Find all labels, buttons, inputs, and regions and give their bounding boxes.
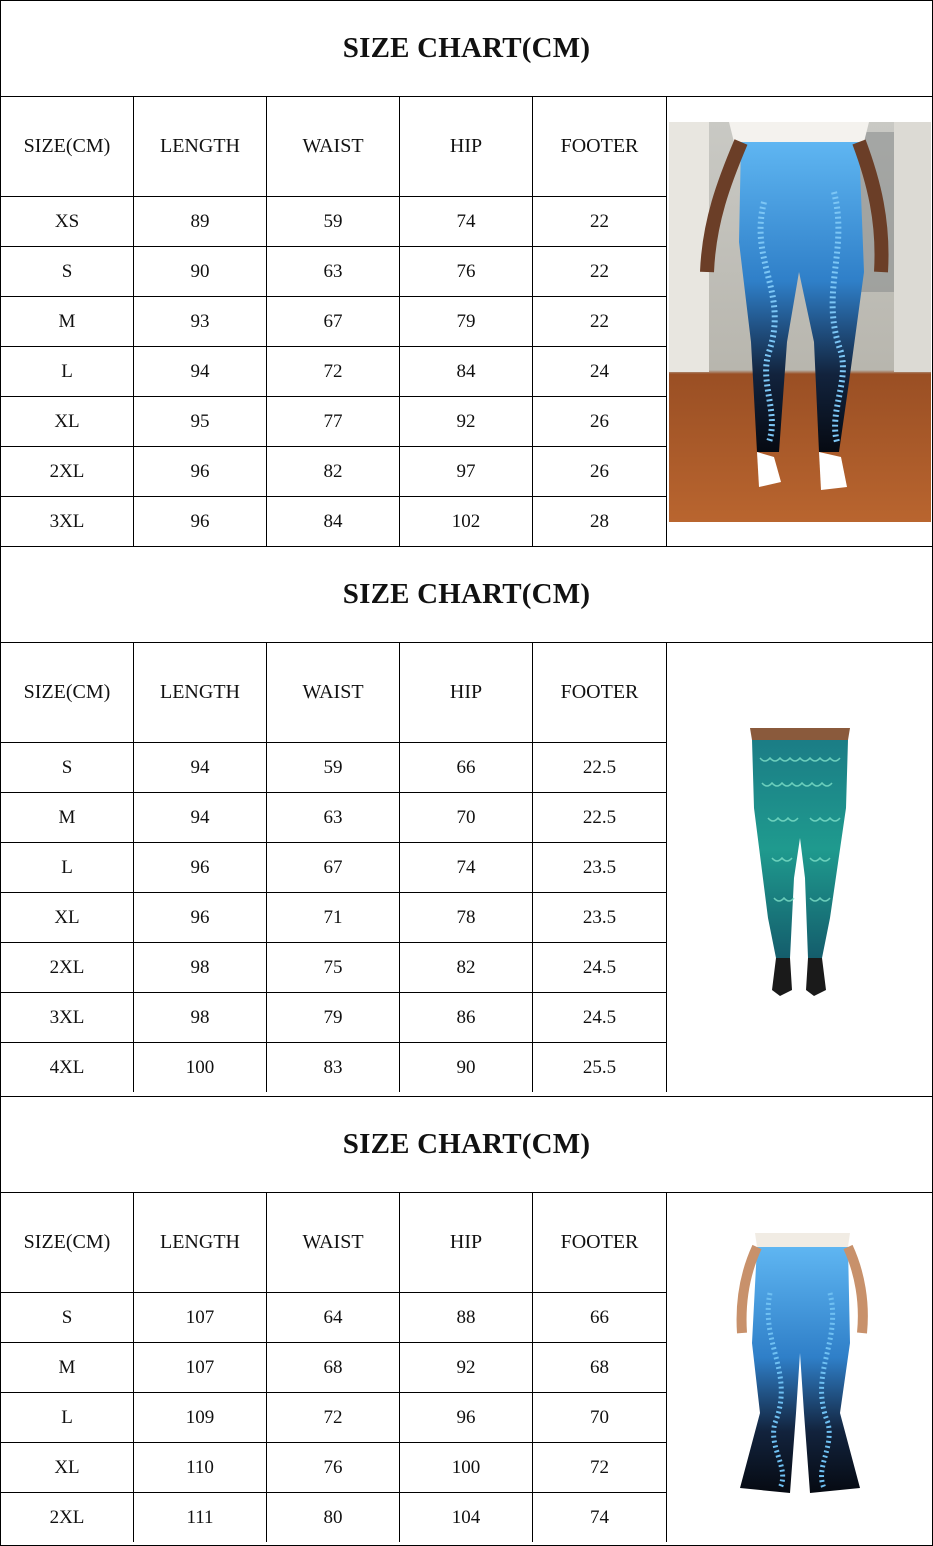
column-header: FOOTER: [533, 96, 667, 196]
measurement-cell: 66: [533, 1292, 667, 1342]
measurement-cell: 109: [134, 1392, 267, 1442]
measurement-cell: 72: [267, 346, 400, 396]
measurement-cell: 100: [134, 1042, 267, 1092]
measurement-cell: 100: [400, 1442, 533, 1492]
product-photo-cell: [667, 642, 932, 1092]
measurement-cell: 111: [134, 1492, 267, 1542]
column-header: HIP: [400, 96, 533, 196]
product-photo-cell: [667, 96, 932, 546]
size-label-cell: S: [1, 246, 134, 296]
measurement-cell: 68: [267, 1342, 400, 1392]
measurement-cell: 78: [400, 892, 533, 942]
measurement-cell: 72: [267, 1392, 400, 1442]
measurement-cell: 64: [267, 1292, 400, 1342]
measurement-cell: 92: [400, 396, 533, 446]
measurement-cell: 107: [134, 1292, 267, 1342]
measurement-cell: 70: [400, 792, 533, 842]
measurement-cell: 95: [134, 396, 267, 446]
column-header: LENGTH: [134, 642, 267, 742]
measurement-cell: 94: [134, 742, 267, 792]
measurement-cell: 70: [533, 1392, 667, 1442]
measurement-cell: 24.5: [533, 992, 667, 1042]
measurement-cell: 82: [267, 446, 400, 496]
size-chart-title: SIZE CHART(CM): [1, 546, 932, 642]
octopus-leggings-photo: [669, 122, 931, 522]
size-label-cell: L: [1, 842, 134, 892]
measurement-cell: 76: [400, 246, 533, 296]
column-header: FOOTER: [533, 642, 667, 742]
measurement-cell: 93: [134, 296, 267, 346]
size-label-cell: M: [1, 296, 134, 346]
measurement-cell: 67: [267, 842, 400, 892]
measurement-cell: 74: [400, 196, 533, 246]
measurement-cell: 24.5: [533, 942, 667, 992]
measurement-cell: 63: [267, 792, 400, 842]
size-label-cell: 2XL: [1, 446, 134, 496]
column-header: LENGTH: [134, 96, 267, 196]
size-label-cell: 3XL: [1, 496, 134, 546]
measurement-cell: 90: [400, 1042, 533, 1092]
measurement-cell: 94: [134, 346, 267, 396]
measurement-cell: 80: [267, 1492, 400, 1542]
measurement-cell: 82: [400, 942, 533, 992]
size-label-cell: XS: [1, 196, 134, 246]
measurement-cell: 79: [267, 992, 400, 1042]
measurement-cell: 63: [267, 246, 400, 296]
size-label-cell: 2XL: [1, 1492, 134, 1542]
measurement-cell: 107: [134, 1342, 267, 1392]
measurement-cell: 75: [267, 942, 400, 992]
product-photo-cell: [667, 1192, 932, 1542]
size-label-cell: 4XL: [1, 1042, 134, 1092]
measurement-cell: 67: [267, 296, 400, 346]
measurement-cell: 24: [533, 346, 667, 396]
measurement-cell: 98: [134, 992, 267, 1042]
measurement-cell: 66: [400, 742, 533, 792]
measurement-cell: 96: [400, 1392, 533, 1442]
column-header: SIZE(CM): [1, 1192, 134, 1292]
measurement-cell: 22: [533, 296, 667, 346]
column-header: WAIST: [267, 1192, 400, 1292]
measurement-cell: 22.5: [533, 792, 667, 842]
measurement-cell: 110: [134, 1442, 267, 1492]
measurement-cell: 86: [400, 992, 533, 1042]
measurement-cell: 59: [267, 742, 400, 792]
measurement-cell: 96: [134, 842, 267, 892]
measurement-cell: 74: [533, 1492, 667, 1542]
measurement-cell: 59: [267, 196, 400, 246]
measurement-cell: 22.5: [533, 742, 667, 792]
size-label-cell: 3XL: [1, 992, 134, 1042]
measurement-cell: 89: [134, 196, 267, 246]
measurement-cell: 71: [267, 892, 400, 942]
column-header: HIP: [400, 642, 533, 742]
mermaid-leggings-photo: [710, 728, 890, 1008]
measurement-cell: 94: [134, 792, 267, 842]
column-header: WAIST: [267, 642, 400, 742]
measurement-cell: 96: [134, 892, 267, 942]
measurement-cell: 84: [267, 496, 400, 546]
measurement-cell: 22: [533, 196, 667, 246]
column-header: FOOTER: [533, 1192, 667, 1292]
size-chart-section: [1, 1096, 932, 1542]
measurement-cell: 92: [400, 1342, 533, 1392]
size-label-cell: XL: [1, 892, 134, 942]
measurement-cell: 76: [267, 1442, 400, 1492]
size-label-cell: L: [1, 1392, 134, 1442]
measurement-cell: 79: [400, 296, 533, 346]
size-label-cell: M: [1, 792, 134, 842]
measurement-cell: 96: [134, 446, 267, 496]
measurement-cell: 104: [400, 1492, 533, 1542]
column-header: LENGTH: [134, 1192, 267, 1292]
measurement-cell: 83: [267, 1042, 400, 1092]
size-label-cell: XL: [1, 396, 134, 446]
size-label-cell: S: [1, 1292, 134, 1342]
column-header: SIZE(CM): [1, 642, 134, 742]
size-chart-section: [1, 546, 932, 1092]
measurement-cell: 98: [134, 942, 267, 992]
measurement-cell: 72: [533, 1442, 667, 1492]
measurement-cell: 97: [400, 446, 533, 496]
measurement-cell: 96: [134, 496, 267, 546]
measurement-cell: 90: [134, 246, 267, 296]
measurement-cell: 22: [533, 246, 667, 296]
size-label-cell: M: [1, 1342, 134, 1392]
size-label-cell: L: [1, 346, 134, 396]
column-header: HIP: [400, 1192, 533, 1292]
measurement-cell: 84: [400, 346, 533, 396]
column-header: WAIST: [267, 96, 400, 196]
size-chart-title: SIZE CHART(CM): [1, 0, 932, 96]
measurement-cell: 26: [533, 396, 667, 446]
size-chart-section: [1, 0, 932, 546]
measurement-cell: 77: [267, 396, 400, 446]
measurement-cell: 102: [400, 496, 533, 546]
measurement-cell: 26: [533, 446, 667, 496]
measurement-cell: 88: [400, 1292, 533, 1342]
measurement-cell: 23.5: [533, 892, 667, 942]
measurement-cell: 25.5: [533, 1042, 667, 1092]
column-header: SIZE(CM): [1, 96, 134, 196]
measurement-cell: 23.5: [533, 842, 667, 892]
size-chart-title: SIZE CHART(CM): [1, 1096, 932, 1192]
measurement-cell: 74: [400, 842, 533, 892]
octopus-flare-pants-photo: [700, 1233, 900, 1503]
measurement-cell: 68: [533, 1342, 667, 1392]
size-label-cell: XL: [1, 1442, 134, 1492]
size-label-cell: S: [1, 742, 134, 792]
measurement-cell: 28: [533, 496, 667, 546]
size-label-cell: 2XL: [1, 942, 134, 992]
